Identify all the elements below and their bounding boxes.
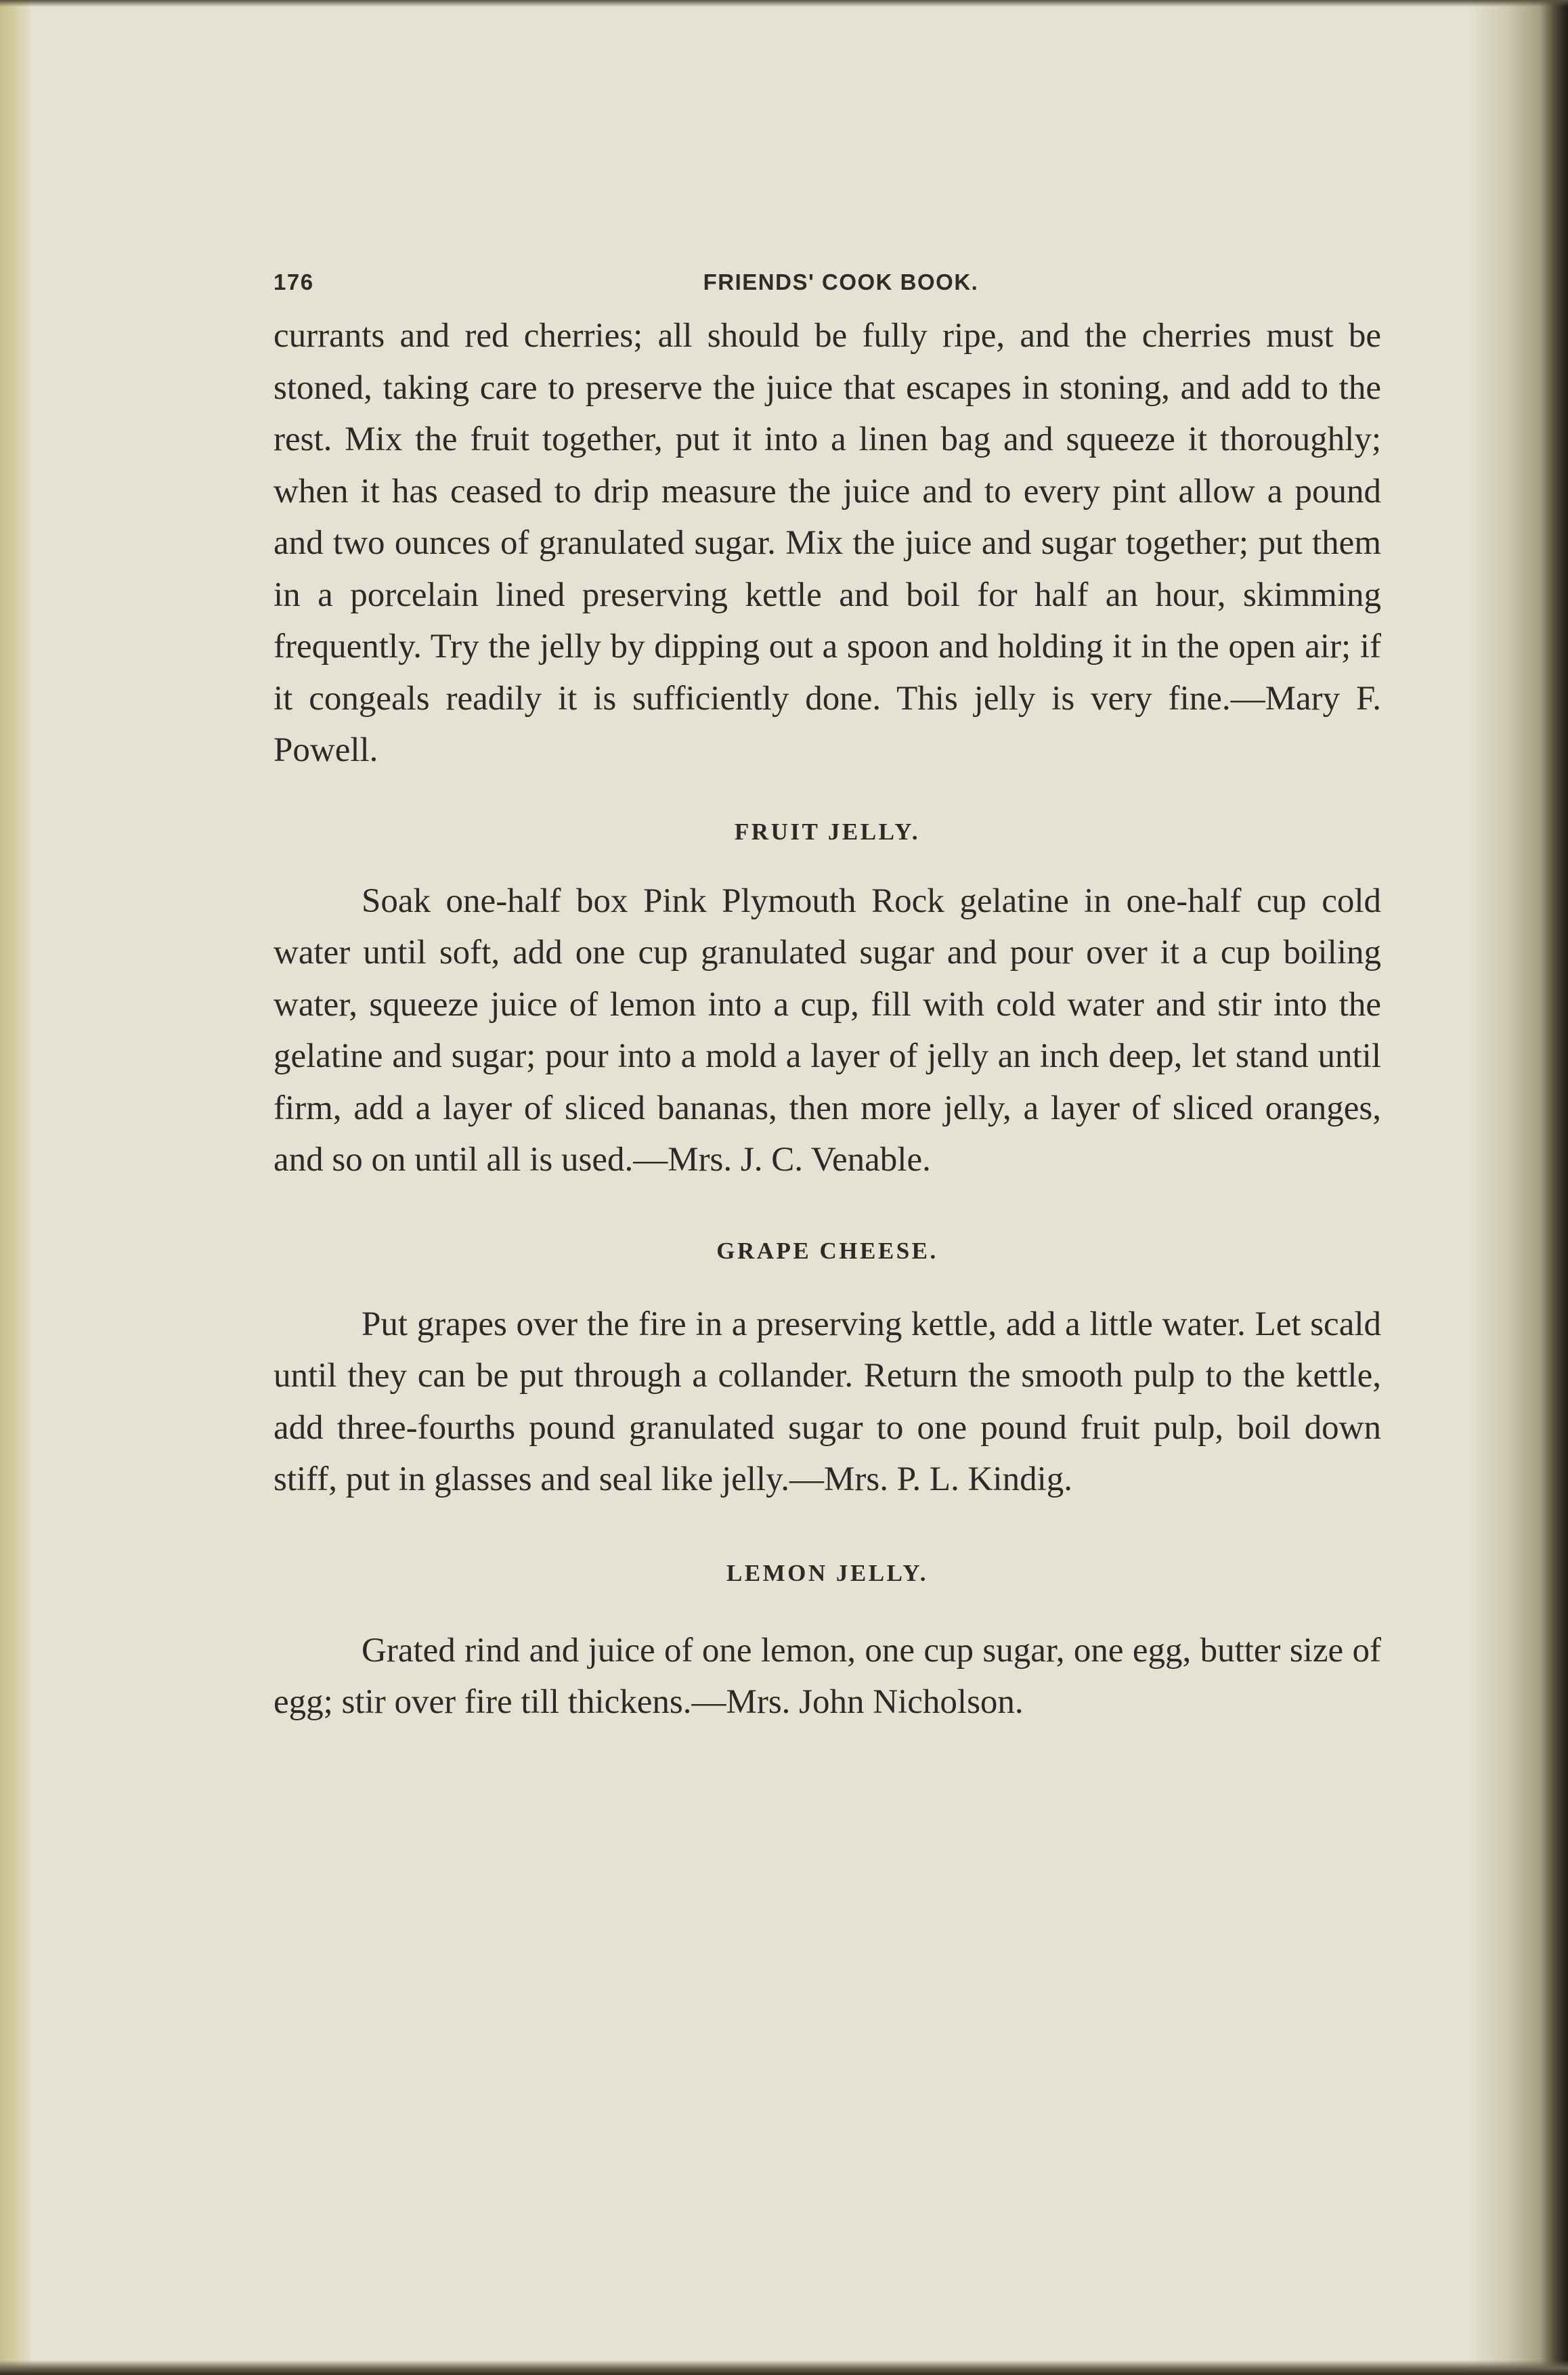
page-number: 176 <box>274 269 314 295</box>
recipe-title-lemon-jelly: LEMON JELLY. <box>726 1559 929 1586</box>
page-gutter-shadow <box>1466 0 1568 2375</box>
recipe-body-fruit-jelly: Soak one-half box Pink Plymouth Rock gelatine in one-half cup cold water until soft, add one cup granulated sugar and pour over it a cup boiling water, squeeze juice of lemon into a cup, fill with cold water and stir into the gelatine and sugar; pour into a mold a layer of jelly an inch deep, let stand until firm, add a layer of sliced bananas, then more jelly, a layer of sliced oranges, and so on until all is used.—Mrs. J. C. Venable. <box>274 881 1381 1179</box>
running-head <box>274 257 1381 302</box>
recipe-body-lemon-jelly: Grated rind and juice of one lemon, one cup sugar, one egg, butter size of egg; stir over fire till thickens.—Mrs. John Nicholson. <box>274 1631 1381 1721</box>
book-title: FRIENDS' COOK BOOK. <box>703 269 979 295</box>
recipe-body-grape-cheese: Put grapes over the fire in a preserving kettle, add a little water. Let scald until they can be put through a collander. Return the smooth pulp to the kettle, add three-fourths pound granulated sugar to one pound fruit pulp, boil down stiff, put in glasses and seal like jelly.—Mrs. P. L. Kindig. <box>274 1305 1381 1498</box>
page-bottom-edge <box>0 2360 1568 2375</box>
recipe-title-fruit-jelly: FRUIT JELLY. <box>734 818 921 845</box>
currant-jelly-continuation: currants and red cherries; all should be fully ripe, and the cherries must be stoned, taking care to preserve the juice that escapes in stoning, and add to the rest. Mix the fruit together, put it into a linen bag and squeeze it thoroughly; when it has ceased to drip measure the juice and to every pint allow a pound and two ounces of granulated sugar. Mix the juice and sugar together; put them in a porcelain lined preserving kettle and boil for half an hour, skimming frequently. Try the jelly by dipping out a spoon and holding it in the open air; if it congeals readily it is sufficiently done. This jelly is very fine.—Mary F. Powell. <box>274 317 1381 769</box>
page-top-edge <box>0 0 1568 7</box>
text-block <box>274 257 1381 1728</box>
recipe-title-grape-cheese: GRAPE CHEESE. <box>716 1237 938 1264</box>
page-binding-edge <box>0 0 30 2375</box>
